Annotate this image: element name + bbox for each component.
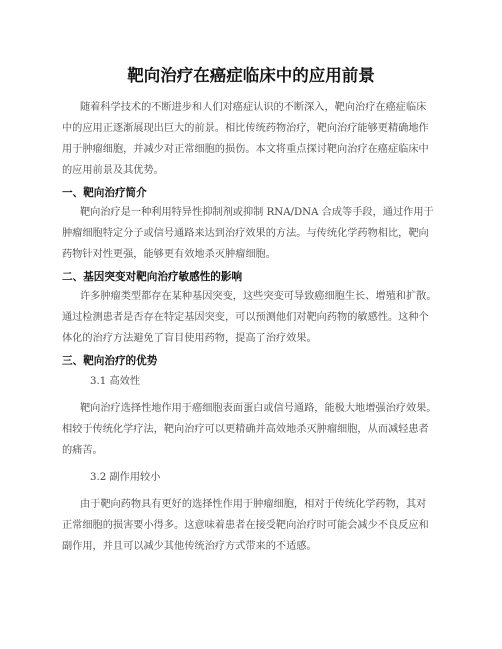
section-1-line: 肿瘤细胞特定分子或信号通路来达到治疗效果的方法。与传统化学药物相比，靶向 (62, 228, 429, 239)
section-1-heading: 一、靶向治疗简介 (62, 187, 147, 199)
section-2-line: 许多肿瘤类型都存在某种基因突变，这些突变可导致癌细胞生长、增殖和扩散。 (80, 291, 437, 302)
document-title: 靶向治疗在癌症临床中的应用前景 (127, 66, 375, 85)
intro-line: 随着科学技术的不断进步和人们对癌症认识的不断深入，靶向治疗在癌症临床 (80, 102, 427, 113)
section-2-line: 通过检测患者是否存在特定基因突变，可以预测他们对靶向药物的敏感性。这种个 (62, 312, 429, 323)
section-3-heading: 三、靶向治疗的优势 (62, 355, 158, 367)
section-1-line: 药物针对性更强，能够更有效地杀灭肿瘤细胞。 (62, 249, 276, 260)
subsection-3-1-line: 靶向治疗选择性地作用于癌细胞表面蛋白或信号通路，能极大地增强治疗效果。 (80, 403, 437, 414)
section-1-line: 靶向治疗是一种利用特异性抑制剂或抑制 RNA/DNA 合成等手段，通过作用于 (80, 207, 434, 218)
subsection-3-2-line: 副作用，并且可以减少其他传统治疗方式带来的不适感。 (62, 541, 317, 552)
intro-line: 的应用前景及其优势。 (62, 165, 164, 176)
subsection-3-1-line: 的痛苦。 (62, 445, 103, 456)
subsection-3-1-line: 相较于传统化学疗法，靶向治疗可以更精确并高效地杀灭肿瘤细胞，从而减轻患者 (62, 424, 429, 435)
section-2-line: 体化的治疗方法避免了盲目使用药物，提高了治疗效果。 (62, 333, 317, 344)
subsection-3-1-heading: 3.1 高效性 (90, 376, 141, 387)
intro-line: 用于肿瘤细胞，并减少对正常细胞的损伤。本文将重点探讨靶向治疗在癌症临床中 (62, 144, 429, 155)
subsection-3-2-heading: 3.2 副作用较小 (90, 472, 161, 483)
section-2-heading: 二、基因突变对靶向治疗敏感性的影响 (62, 271, 243, 283)
subsection-3-2-line: 正常细胞的损害要小得多。这意味着患者在接受靶向治疗时可能会减少不良反应和 (62, 520, 429, 531)
subsection-3-2-line: 由于靶向药物具有更好的选择性作用于肿瘤细胞，相对于传统化学药物，其对 (80, 499, 427, 510)
intro-line: 中的应用正逐渐展现出巨大的前景。相比传统药物治疗，靶向治疗能够更精确地作 (62, 123, 429, 134)
